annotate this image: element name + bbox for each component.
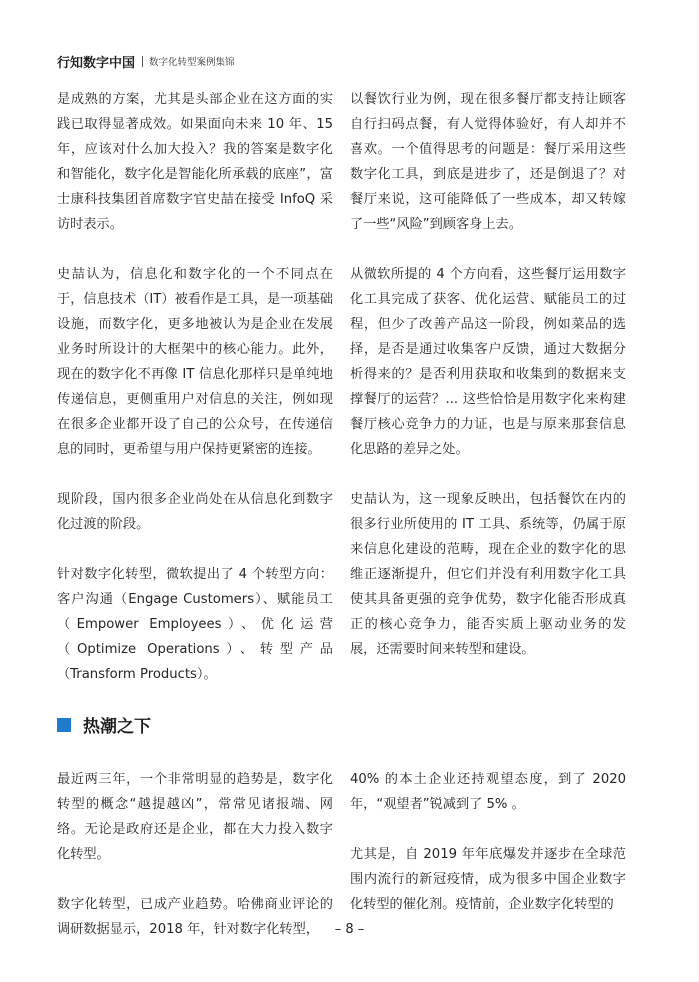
paragraph: 数字化转型，已成产业趋势。哈佛商业评论的调研数据显示，2018 年，针对数字化转型， <box>57 897 333 937</box>
page-header <box>57 50 235 72</box>
brand-title: 行知数字中国 <box>57 55 136 71</box>
page-number: – 8 – <box>334 922 365 937</box>
paragraph: 针对数字化转型，微软提出了 4 个转型方向：客户沟通（Engage Customers）、赋能员工（Empower Employees）、优化运营（Optimize Operations）、转型产品（Transform Products）。 <box>57 567 333 682</box>
bottom-right-column <box>350 767 626 942</box>
paragraph: 最近两三年，一个非常明显的趋势是，数字化转型的概念“越提越凶”，常常见诸报端、网络。无论是政府还是企业，都在大力投入数字化转型。 <box>57 772 333 862</box>
top-right-column <box>350 87 626 687</box>
paragraph: 是成熟的方案，尤其是头部企业在这方面的实践已取得显著成效。如果面向未来 10 年、15 年，应该对什么加大投入？我的答案是数字化和智能化，数字化是智能化所承载的底座”，富士康科技集团首席数字官史喆在接受 InfoQ 采访时表示。 <box>57 92 333 232</box>
paragraph: 从微软所提的 4 个方向看，这些餐厅运用数字化工具完成了获客、优化运营、赋能员工的过程，但少了改善产品这一阶段，例如菜品的选择，是否是通过收集客户反馈，通过大数据分析得来的？是否利用获取和收集到的数据来支撑餐厅的运营？... 这些恰恰是用数字化来构建餐厅核心竞争力的力证，也是与原来那套信息化思路的差异之处。 <box>350 267 626 457</box>
paragraph: 现阶段，国内很多企业尚处在从信息化到数字化过渡的阶段。 <box>57 492 333 532</box>
paragraph: 史喆认为，这一现象反映出，包括餐饮在内的很多行业所使用的 IT 工具、系统等，仍属于原来信息化建设的范畴，现在企业的数字化的思维正逐渐提升，但它们并没有利用数字化工具使其具备更强的竞争优势，数字化能否形成真正的核心竞争力，能否实质上驱动业务的发展，还需要时间来转型和建设。 <box>350 492 626 657</box>
section-marker <box>57 718 71 732</box>
header-subtitle: 数字化转型案例集锦 <box>149 57 235 68</box>
paragraph: 尤其是，自 2019 年年底爆发并逐步在全球范围内流行的新冠疫情，成为很多中国企业数字化转型的催化剂。疫情前，企业数字化转型的 <box>350 847 626 912</box>
top-left-column <box>57 87 333 712</box>
paragraph: 史喆认为，信息化和数字化的一个不同点在于，信息技术（IT）被看作是工具，是一项基础设施，而数字化，更多地被认为是企业在发展业务时所设计的大框架中的核心能力。此外，现在的数字化不再像 IT 信息化那样只是单纯地传递信息，更侧重用户对信息的关注，例如现在很多企业都开设了自己的公众号，在传递信息的同时，更希望与用户保持更紧密的连接。 <box>57 267 333 457</box>
header-divider <box>142 56 143 67</box>
section-heading <box>57 712 151 737</box>
section-title: 热潮之下 <box>83 717 151 737</box>
bottom-left-column <box>57 767 333 967</box>
paragraph: 40% 的本土企业还持观望态度，到了 2020 年，“观望者”锐减到了 5% 。 <box>350 772 626 812</box>
paragraph: 以餐饮行业为例，现在很多餐厅都支持让顾客自行扫码点餐，有人觉得体验好，有人却并不喜欢。一个值得思考的问题是：餐厅采用这些数字化工具，到底是进步了，还是倒退了？对餐厅来说，这可能降低了一些成本，却又转嫁了一些“风险”到顾客身上去。 <box>350 92 626 232</box>
